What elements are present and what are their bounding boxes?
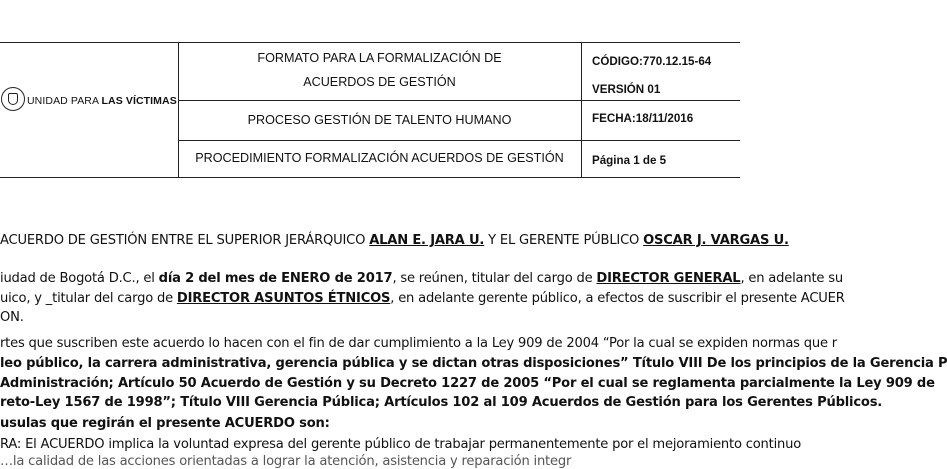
paragraph-line: uico, y _titular del cargo de DIRECTOR ASUNTOS ÉTNICOS, en adelante gerente público, a efectos de suscribir el presente ACUER bbox=[0, 291, 845, 306]
document-code: CÓDIGO:770.12.15-64 bbox=[592, 55, 712, 68]
column-divider bbox=[581, 43, 582, 177]
logo-block bbox=[0, 43, 178, 177]
process-name: PROCESO GESTIÓN DE TALENTO HUMANO bbox=[247, 113, 512, 127]
row-divider bbox=[178, 140, 740, 141]
paragraph-line: usulas que regirán el presente ACUERDO son: bbox=[0, 416, 330, 431]
paragraph-line: rtes que suscriben este acuerdo lo hacen con el fin de dar cumplimiento a la Ley 909 de 2004 “Por la cual se expiden normas que r bbox=[0, 336, 837, 351]
paragraph-line: leo público, la carrera administrativa, gerencia pública y se dictan otras disposiciones” Título VIII De los principios de la Gerencia P bbox=[0, 356, 947, 371]
document-date: FECHA:18/11/2016 bbox=[592, 112, 694, 125]
document-header bbox=[0, 42, 740, 178]
agreement-heading: ACUERDO DE GESTIÓN ENTRE EL SUPERIOR JERÁRQUICO ALAN E. JARA U. Y EL GERENTE PÚBLICO OSCAR J. VARGAS U. bbox=[0, 233, 789, 248]
format-title-line1: FORMATO PARA LA FORMALIZACIÓN DE bbox=[257, 51, 502, 65]
paragraph-line: reto-Ley 1567 de 1998”; Título VIII Gerencia Pública; Artículos 102 al 109 Acuerdos de Gestión para los Gerentes Públicos. bbox=[0, 395, 883, 410]
paragraph-line: …la calidad de las acciones orientadas a lograr la atención, asistencia y reparación integr bbox=[0, 454, 572, 469]
paragraph-line: Administración; Artículo 50 Acuerdo de Gestión y su Decreto 1227 de 2005 “Por el cual se reglamenta parcialmente la Ley 909 de bbox=[0, 376, 935, 391]
paragraph-line: iudad de Bogotá D.C., el día 2 del mes de ENERO de 2017, se reúnen, titular del cargo de DIRECTOR GENERAL, en adelante su bbox=[0, 271, 843, 286]
page-number: Página 1 de 5 bbox=[592, 154, 667, 167]
paragraph-line: ON. bbox=[0, 310, 24, 325]
format-title-line2: ACUERDOS DE GESTIÓN bbox=[303, 75, 456, 89]
row-divider bbox=[178, 100, 740, 101]
institution-logo-text: UNIDAD PARA LAS VÍCTIMAS bbox=[27, 95, 177, 107]
paragraph-line: RA: El ACUERDO implica la voluntad expresa del gerente público de trabajar permanentemente por el mejoramiento continuo bbox=[0, 437, 802, 452]
superior-name: ALAN E. JARA U. bbox=[369, 233, 485, 248]
procedure-name: PROCEDIMIENTO FORMALIZACIÓN ACUERDOS DE GESTIÓN bbox=[195, 151, 564, 165]
manager-name: OSCAR J. VARGAS U. bbox=[643, 233, 789, 248]
document-version: VERSIÓN 01 bbox=[592, 83, 661, 96]
coat-of-arms-icon bbox=[1, 87, 25, 111]
